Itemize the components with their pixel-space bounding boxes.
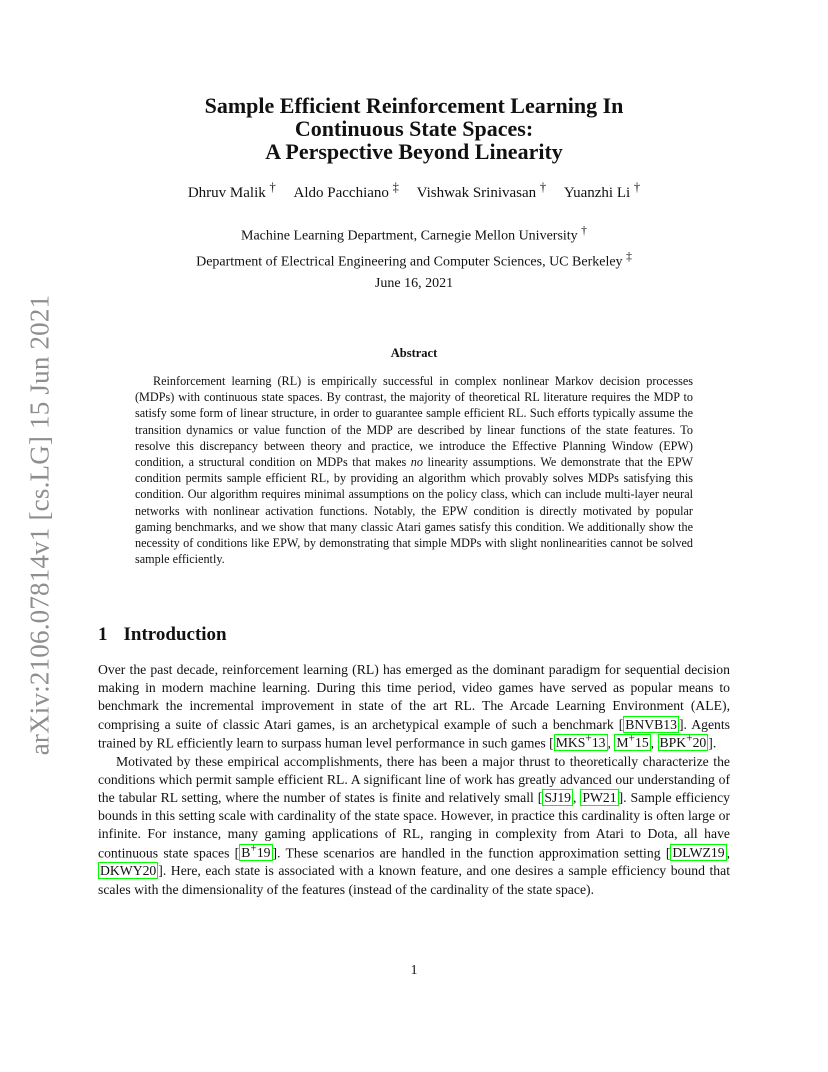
author-name: Dhruv Malik <box>187 185 266 201</box>
citation-sup: + <box>686 732 693 745</box>
citation-sup: + <box>585 732 592 745</box>
affiliation-mark: † <box>581 224 587 237</box>
affiliation-mark: † <box>633 180 641 194</box>
citation-key: M <box>616 735 629 751</box>
affiliation-text: Department of Electrical Engineering and Computer Sciences, UC Berkeley <box>196 254 623 270</box>
citation-link[interactable]: BNVB13 <box>625 716 677 732</box>
body-text <box>98 661 730 899</box>
text-run: Motivated by these empirical accomplishments, there has been a major thrust to theoretically characterize the conditions which permit sample efficient RL. A significant line of work has greatly advanced our understanding of the tabular RL setting, where the number of states is finite and relatively small [ <box>98 753 730 805</box>
citation-year: 20 <box>692 735 707 751</box>
citation-link[interactable]: DLWZ19 <box>672 845 725 861</box>
citation-link[interactable] <box>658 734 709 751</box>
citation-year: 15 <box>634 735 649 751</box>
citation-link[interactable] <box>239 844 272 861</box>
citation-key: MKS <box>555 735 586 751</box>
text-run: ]. Sample efficiency bounds in this setting scale with cardinality of the state space. However, in practice this cardinality is often large or infinite. For instance, many gaming applications of RL, ranging in complexity from Atari to Dota, all have continuous state spaces [ <box>98 789 731 861</box>
paragraph: Over the past decade, reinforcement learning (RL) has emerged as the dominant paradigm for sequential decision making in modern machine learning. During this time period, video games have served as popular means to benchmark the incremental improvement in state of the art RL. The Arcade Learning Environment (ALE), comprising a suite of classic Atari games, is an archetypical example of such a benchmark [ BNVB13 ]. Agents trained by RL efficiently learn to surpass human level performance in such games [ MKS+13 , M+15 , BPK+20 ]. <box>98 662 730 751</box>
affiliation-mark: ‡ <box>626 249 632 263</box>
text-run: Over the past decade, reinforcement learning (RL) has emerged as the dominant paradigm for sequential decision making in modern machine learning. During this time period, video games have served as popular means to benchmark the incremental improvement in state of the art RL. The Arcade Learning Environment (ALE), comprising a suite of classic Atari games, is an archetypical example of such a benchmark [ <box>98 662 730 732</box>
abstract-part: Reinforcement learning (RL) is empirically successful in complex nonlinear Markov decision processes (MDPs) with continuous state spaces. By contrast, the majority of theoretical RL literature requires the MDP to satisfy some form of linear structure, in order to guarantee sample efficient RL. Such efforts typically assume the transition dynamics or value function of the MDP are described by linear functions of the state features. To resolve this discrepancy between theory and practice, we introduce the Effective Planning Window (EPW) condition, a structural condition on MDPs that makes <box>135 374 693 470</box>
paper-title <box>100 94 728 163</box>
citation-key: BPK <box>659 735 687 751</box>
affiliation-mark: † <box>539 180 547 194</box>
affiliation <box>100 247 728 273</box>
author-name: Aldo Pacchiano <box>293 185 389 201</box>
author-list <box>100 180 728 202</box>
arxiv-identifier: arXiv:2106.07814v1 [cs.LG] 15 Jun 2021 <box>24 294 55 756</box>
author-name: Vishwak Srinivasan <box>416 185 537 201</box>
citation-link[interactable] <box>554 734 608 751</box>
abstract-text <box>135 373 693 567</box>
author-name: Yuanzhi Li <box>563 185 631 201</box>
title-line: A Perspective Beyond Linearity <box>265 139 563 164</box>
citation-link[interactable]: DKWY20 <box>100 863 157 879</box>
section-heading <box>98 624 227 646</box>
citation-link[interactable]: PW21 <box>582 789 617 805</box>
abstract-part: linearity assumptions. We demonstrate that the EPW condition permits sample efficient RL, by providing an algorithm which provably solves MDPs satisfying this condition. Our algorithm requires minimal assumptions on the policy class, which can include multi-layer neural networks with nonlinear activation functions. Notably, the EPW condition is directly motivated by popular gaming benchmarks, and we show that many classic Atari games satisfy this condition. We additionally show the necessity of conditions like EPW, by demonstrating that simple MDPs with slight nonlinearities cannot be solved sample efficiently. <box>135 455 693 567</box>
citation-sup: + <box>628 732 635 745</box>
text-run: ]. Here, each state is associated with a known feature, and one desires a sample efficiency bound that scales with the dimensionality of the features (instead of the cardinality of the state space). <box>98 863 730 897</box>
author <box>416 180 547 201</box>
section-number: 1 <box>98 624 108 645</box>
affiliation-list <box>100 221 728 272</box>
affiliation-mark: ‡ <box>392 180 399 194</box>
citation-key: B <box>241 845 251 861</box>
text-run: ]. Agents trained by RL efficiently learn to surpass human level performance in such games [ <box>98 716 730 751</box>
affiliation <box>100 221 728 247</box>
citation-year: 13 <box>591 735 606 751</box>
abstract-heading: Abstract <box>390 346 438 360</box>
title-line: Continuous State Spaces: <box>294 116 534 141</box>
author <box>293 180 399 201</box>
section-title: Introduction <box>123 624 227 645</box>
paragraph: Motivated by these empirical accomplishments, there has been a major thrust to theoretically characterize the conditions which permit sample efficient RL. A significant line of work has greatly advanced our understanding of the tabular RL setting, where the number of states is finite and relatively small [ SJ19 , PW21 ]. Sample efficiency bounds in this setting scale with cardinality of the state space. However, in practice this cardinality is often large or infinite. For instance, many gaming applications of RL, ranging in complexity from Atari to Dota, all have continuous state spaces [ B+19 ]. These scenarios are handled in the function approximation setting [ DLWZ19 , DKWY20 ]. Here, each state is associated with a known feature, and one desires a sample efficiency bound that scales with the dimensionality of the features (instead of the cardinality of the state space). <box>98 753 731 897</box>
author <box>187 180 276 201</box>
publication-date: June 16, 2021 <box>374 276 454 291</box>
abstract-emphasis: no <box>410 455 423 470</box>
title-line: Sample Efficient Reinforcement Learning In <box>204 93 624 118</box>
text-run: ]. These scenarios are handled in the function approximation setting [ <box>272 845 671 861</box>
citation-sup: + <box>250 842 257 855</box>
citation-link[interactable]: SJ19 <box>544 789 572 805</box>
page-number: 1 <box>410 962 418 977</box>
author <box>563 180 641 201</box>
text-run: ]. <box>708 735 717 751</box>
citation-link[interactable] <box>614 734 650 751</box>
affiliation-mark: † <box>269 180 276 194</box>
citation-year: 19 <box>256 845 271 861</box>
affiliation-text: Machine Learning Department, Carnegie Mellon University <box>241 228 578 244</box>
